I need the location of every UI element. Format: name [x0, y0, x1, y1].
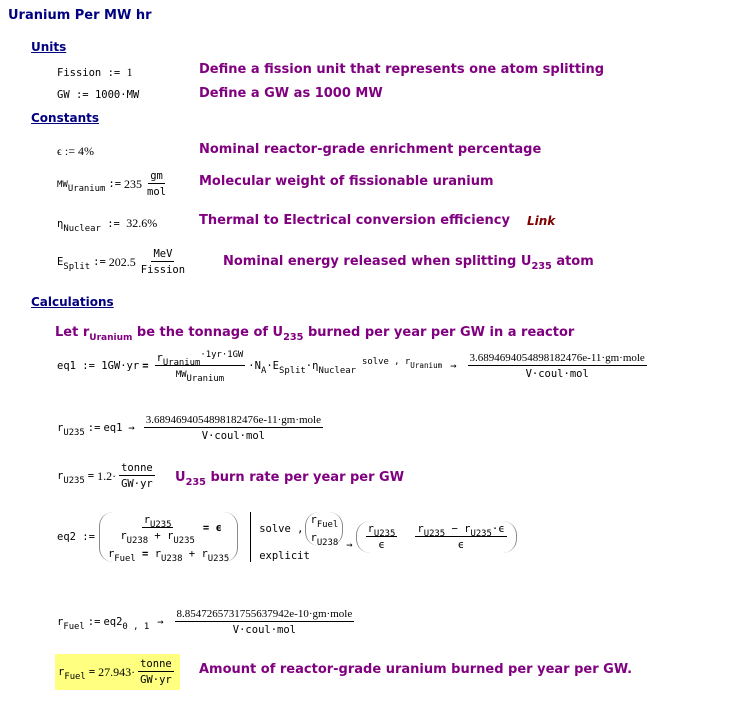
r-u235-value[interactable] — [57, 462, 158, 490]
var-name: MWUranium — [57, 180, 106, 194]
unit-fraction: $\frac{\text{MeV}}{\text{Fission}}$ — [140, 248, 186, 276]
var-name: Fission — [57, 67, 102, 79]
value: 32.6% — [126, 216, 158, 230]
calculation-intro: Let $r_{Uranium}$ be the tonnage of $U_{235}$ burned per year per GW in a reactor — [55, 325, 575, 343]
epsilon-definition[interactable] — [57, 144, 94, 159]
eta-nuclear-definition[interactable] — [57, 216, 158, 234]
assign-op: := — [87, 616, 101, 628]
solve-block: solve , rFuel rU238 explicit — [250, 512, 343, 562]
r-u235-result: $\frac{\text{3.6894694054898182476e-11·gm·mole}}{\text{V·coul·mol}}$ — [145, 414, 321, 442]
arrow-icon: → — [128, 422, 135, 434]
e-split-definition[interactable] — [57, 248, 190, 276]
gw-note: Define a GW as 1000 MW — [199, 86, 383, 101]
value: 235 — [124, 176, 143, 191]
eq1-result: $\frac{\text{3.6894694054898182476e-11·gm·mole}}{\text{V·coul·mol}}$ — [469, 352, 645, 380]
var-name: rU235 — [57, 470, 85, 486]
var-name: ηNuclear — [57, 218, 101, 234]
eta-nuclear-note: Thermal to Electrical conversion efficiency — [199, 213, 510, 228]
mw-uranium-definition[interactable] — [57, 170, 171, 198]
var-name: rFuel — [57, 616, 85, 632]
eq1-fraction: $\frac{\text{rUranium·1yr·1GW}}{\text{MWUranium}}$ — [156, 350, 244, 384]
assign-op: := — [64, 144, 75, 158]
var-name: rU235 — [57, 422, 85, 438]
fission-note: Define a fission unit that represents one atom splitting — [199, 62, 605, 77]
assign-op: := — [107, 67, 121, 79]
eq1-expression[interactable] — [57, 350, 650, 384]
page-title: Uranium Per MW hr — [8, 8, 152, 23]
gw-definition[interactable] — [57, 89, 139, 101]
assign-op: := — [87, 422, 101, 434]
value: 4% — [77, 144, 94, 158]
eq2-result-vector: $\frac{rU235}{\epsilon}$ $\frac{rU235 - rU235\cdot\epsilon}{\epsilon}$ — [356, 521, 517, 553]
r-u235-note: $U_{235}$ burn rate per year per GW — [175, 470, 405, 488]
assign-op: := — [75, 89, 89, 101]
reference-link[interactable]: Link — [527, 214, 556, 228]
epsilon-symbol: ϵ — [57, 144, 62, 158]
eq2-expression[interactable] — [57, 512, 517, 562]
section-heading-constants: Constants — [31, 111, 99, 125]
r-fuel-note: Amount of reactor-grade uranium burned per year per GW. — [199, 662, 633, 677]
equals-op: = — [87, 470, 95, 482]
epsilon-note: Nominal reactor-grade enrichment percentage — [199, 142, 542, 157]
value: 1.2· — [97, 468, 117, 483]
eq1-tail: ·NA·ESplit·ηNuclear — [248, 360, 356, 376]
value: 202.5 — [108, 254, 136, 269]
eq1-lhs: eq1 := 1GW·yr — [57, 360, 140, 372]
assign-op: := — [93, 256, 106, 268]
eq2-system-matrix: $\frac{rU235}{rU238 + rU235}$ = ϵ rFuel = rU238 + rU235 — [99, 512, 238, 562]
unit-fraction: $\frac{\text{tonne}}{GW\cdot yr}$ — [121, 462, 153, 490]
var-name: rFuel — [58, 666, 86, 682]
r-fuel-definition[interactable] — [57, 608, 357, 636]
arrow-icon: → — [157, 616, 164, 628]
r-fuel-value-highlighted[interactable] — [55, 654, 180, 690]
eq-ref: eq1 — [103, 422, 123, 434]
r-fuel-result: $\frac{\text{8.8547265731755637942e-10·gm·mole}}{\text{V·coul·mol}}$ — [176, 608, 353, 636]
unit-fraction: $\frac{gm}{\text{mol}}$ — [147, 170, 167, 198]
arrow-icon: → — [346, 539, 353, 551]
mw-uranium-note: Molecular weight of fissionable uranium — [199, 174, 494, 189]
eq-ref: eq20 , 1 — [103, 616, 150, 632]
equals-op: = — [88, 666, 96, 678]
var-name: ESplit — [57, 256, 91, 272]
equals-op: = — [142, 360, 149, 372]
arrow-icon: → — [450, 360, 457, 372]
e-split-note: Nominal energy released when splitting $U_{235}$ atom — [223, 254, 594, 272]
assign-op: := — [107, 218, 120, 230]
value: 1000·MW — [94, 89, 140, 101]
assign-op: := — [108, 178, 122, 190]
section-heading-calculations: Calculations — [31, 295, 114, 309]
value: 1 — [126, 65, 133, 79]
solve-keyword: solve , $r_{Uranium}$ — [362, 357, 443, 370]
fission-definition[interactable] — [57, 65, 133, 80]
var-name: GW — [57, 89, 70, 101]
value: 27.943· — [98, 664, 136, 679]
unit-fraction: $\frac{\text{tonne}}{GW\cdot yr}$ — [140, 658, 172, 686]
eq2-lhs: eq2 := — [57, 531, 95, 543]
section-heading-units: Units — [31, 40, 67, 54]
r-u235-definition[interactable] — [57, 414, 326, 442]
